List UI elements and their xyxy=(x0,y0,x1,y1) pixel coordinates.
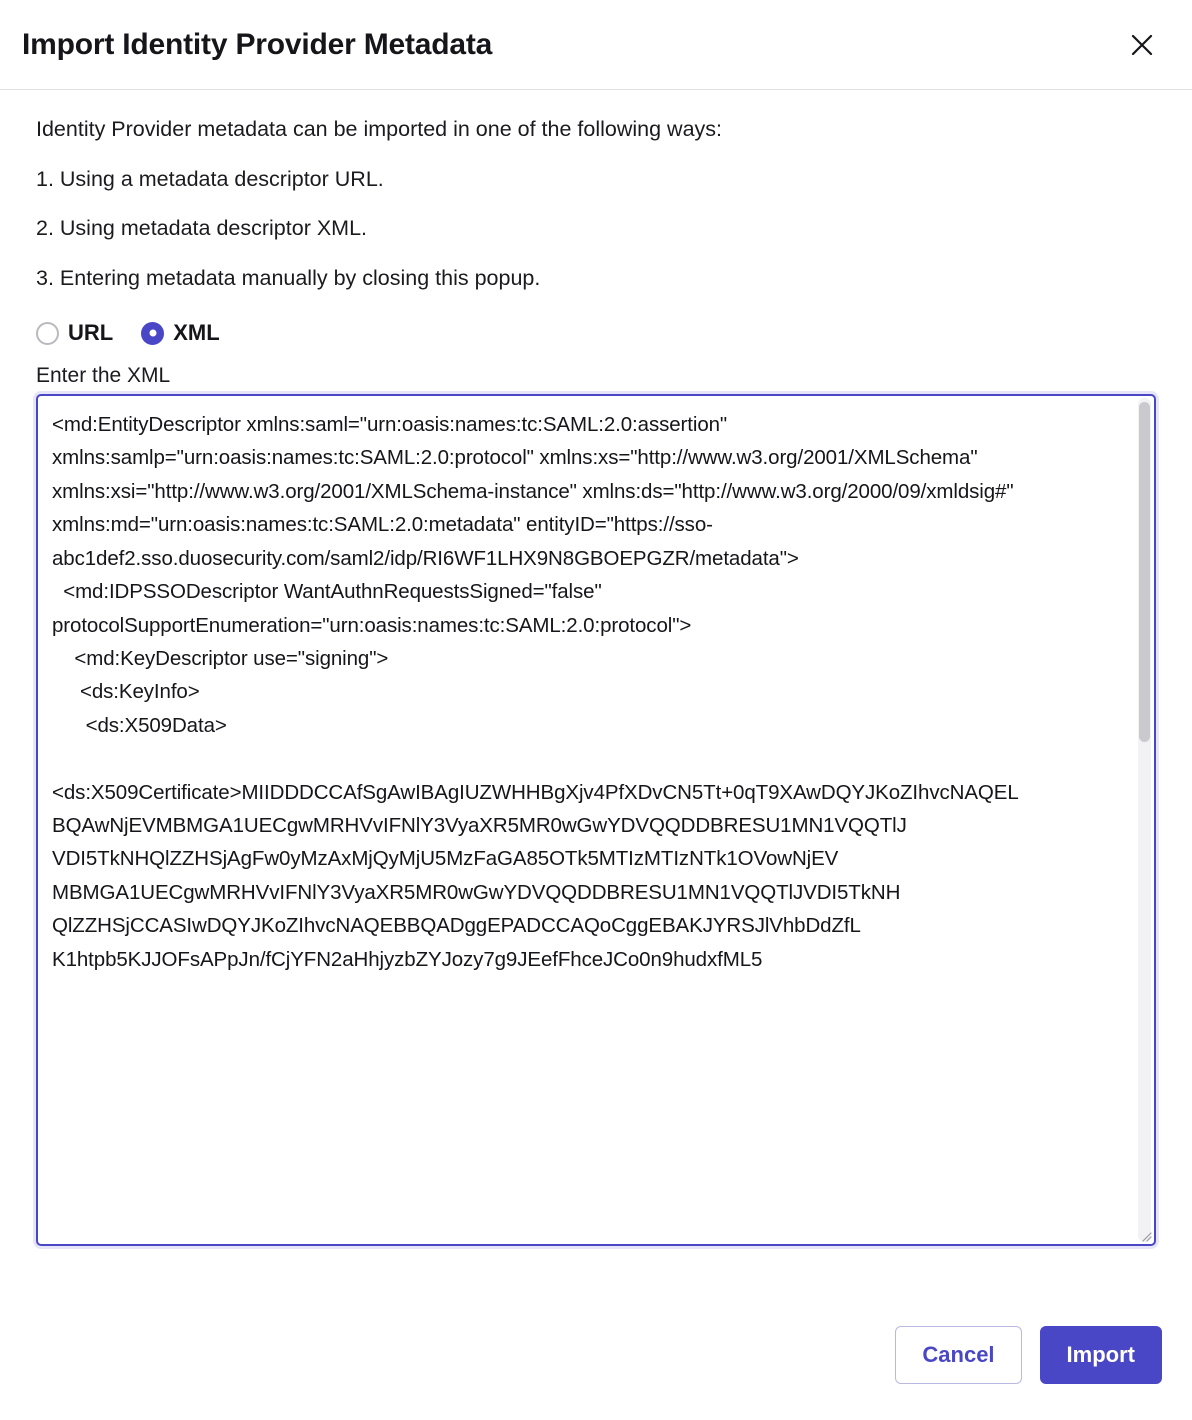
import-button[interactable]: Import xyxy=(1040,1326,1162,1384)
dialog-body xyxy=(0,90,1192,1300)
xml-input[interactable] xyxy=(38,396,1154,1244)
intro-text: Identity Provider metadata can be imported in one of the following ways: xyxy=(36,117,722,141)
radio-option-xml[interactable] xyxy=(141,320,219,346)
resize-handle-icon[interactable] xyxy=(1138,1228,1152,1242)
instruction-step-1: 1. Using a metadata descriptor URL. xyxy=(36,166,384,191)
xml-input-container xyxy=(36,394,1156,1246)
dialog-header xyxy=(0,0,1192,90)
radio-xml-label: XML xyxy=(173,320,220,346)
dialog-footer xyxy=(0,1300,1192,1420)
radio-option-url[interactable] xyxy=(36,320,113,346)
source-type-radio-group xyxy=(36,320,1156,346)
instruction-step-3: 3. Entering metadata manually by closing this popup. xyxy=(36,265,541,290)
scrollbar-thumb[interactable] xyxy=(1139,402,1150,742)
page-title: Import Identity Provider Metadata xyxy=(22,27,493,61)
radio-url-label: URL xyxy=(68,320,114,346)
radio-url-indicator[interactable] xyxy=(36,322,59,345)
close-icon[interactable] xyxy=(1122,25,1162,65)
cancel-button[interactable]: Cancel xyxy=(895,1326,1021,1384)
textarea-scrollbar[interactable] xyxy=(1138,398,1151,1242)
xml-field-label: Enter the XML xyxy=(36,364,171,388)
radio-xml-indicator[interactable] xyxy=(141,322,164,345)
instruction-step-2: 2. Using metadata descriptor XML. xyxy=(36,216,368,241)
